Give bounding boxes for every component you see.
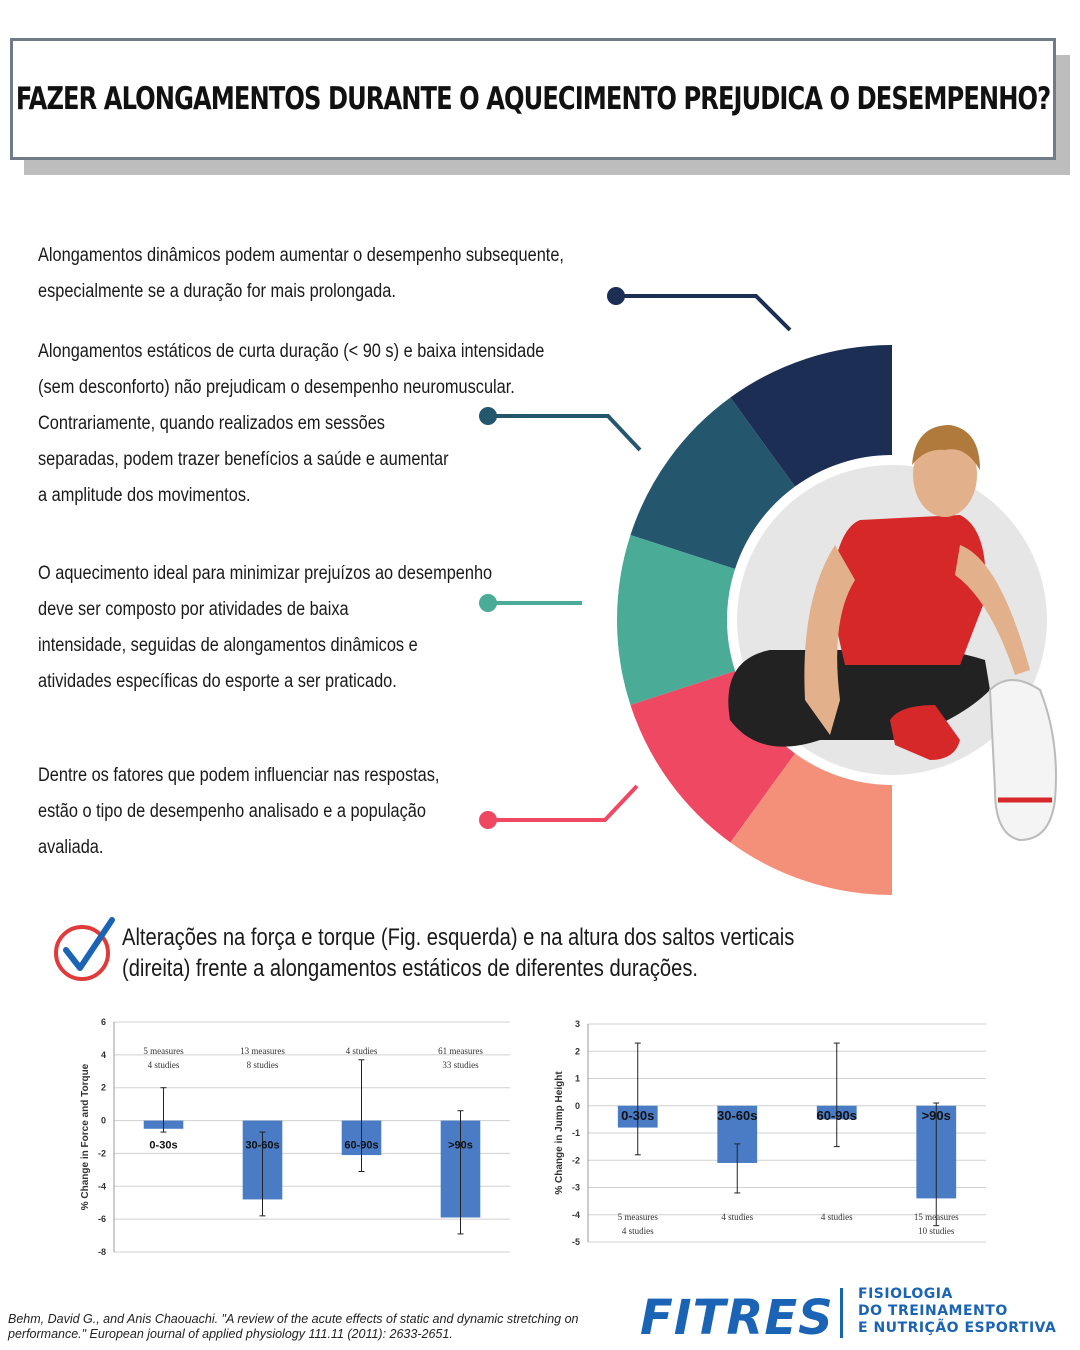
bar-annotation: 8 studies	[246, 1060, 279, 1070]
text-block-dynamic: Alongamentos dinâmicos podem aumentar o desempenho subsequente, especialmente se a duração for mais prolongada.	[38, 245, 564, 302]
category-label: 60-90s	[344, 1139, 379, 1152]
bar-annotation: 15 measures	[913, 1212, 959, 1222]
connector-dot	[479, 594, 497, 612]
force-torque-chart	[74, 1012, 524, 1264]
connector-line	[488, 416, 640, 450]
category-label: 30-60s	[245, 1139, 280, 1152]
bar-annotation: 4 studies	[345, 1046, 378, 1056]
jump-height-chart	[548, 1012, 998, 1252]
reference-citation: Behm, David G., and Anis Chaouachi. "A review of the acute effects of static and dynamic stretching on performance." European journal of applied physiology 111.11 (2011): 2633-2651.	[8, 1312, 579, 1341]
y-tick-label: 2	[574, 1046, 580, 1057]
y-tick-label: 0	[100, 1115, 106, 1126]
y-tick-label: 0	[574, 1100, 580, 1111]
bar-annotation: 33 studies	[442, 1060, 479, 1070]
category-label: >90s	[448, 1139, 473, 1152]
y-tick-label: -8	[97, 1247, 106, 1257]
text-block-factors: Dentre os fatores que podem influenciar nas respostas, estão o tipo de desempenho analisado e a população avaliada.	[38, 765, 440, 858]
bar-annotation: 10 studies	[918, 1226, 955, 1236]
y-axis-label: % Change in Force and Torque	[80, 1063, 91, 1211]
y-tick-label: -4	[571, 1209, 580, 1220]
y-tick-label: -4	[97, 1181, 106, 1192]
logo-wordmark: FITRES	[640, 1290, 834, 1346]
y-tick-label: -5	[571, 1237, 580, 1247]
bar-annotation: 4 studies	[621, 1226, 654, 1236]
y-tick-label: 6	[100, 1017, 106, 1027]
category-label: 0-30s	[149, 1139, 178, 1152]
bar-annotation: 13 measures	[240, 1046, 285, 1056]
y-axis-label: % Change in Jump Height	[554, 1071, 565, 1195]
category-label: 0-30s	[621, 1107, 655, 1123]
check-circle-icon	[56, 920, 112, 979]
connector-dot	[479, 811, 497, 829]
y-tick-label: -3	[571, 1182, 580, 1193]
y-tick-label: -6	[97, 1214, 106, 1225]
bar-annotation: 4 studies	[721, 1212, 754, 1222]
y-tick-label: 3	[574, 1019, 580, 1029]
connector-dot	[479, 407, 497, 425]
logo-subtitle: FISIOLOGIA DO TREINAMENTO E NUTRIÇÃO ESPORTIVA	[858, 1286, 1057, 1336]
category-label: 60-90s	[816, 1107, 857, 1123]
y-tick-label: 4	[100, 1049, 106, 1060]
y-tick-label: -1	[571, 1128, 580, 1138]
logo-divider	[840, 1288, 843, 1338]
y-tick-label: 2	[100, 1082, 106, 1093]
connector-dot	[607, 287, 625, 305]
category-label: >90s	[921, 1107, 951, 1123]
connector-line	[488, 786, 637, 820]
page-title: FAZER ALONGAMENTOS DURANTE O AQUECIMENTO PREJUDICA O DESEMPENHO?	[15, 81, 1051, 117]
y-tick-label: -2	[97, 1148, 106, 1159]
y-tick-label: 1	[574, 1073, 580, 1084]
bar-annotation: 4 studies	[147, 1060, 180, 1070]
y-tick-label: -2	[571, 1155, 580, 1166]
chart-caption: Alterações na força e torque (Fig. esquerda) e na altura dos saltos verticais (direita) frente a alongamentos estáticos de diferentes durações.	[122, 924, 795, 982]
text-block-static: Alongamentos estáticos de curta duração (< 90 s) e baixa intensidade (sem desconforto) não prejudicam o desempenho neuromuscular. Contrariamente, quando realizados em sessões separadas, podem trazer benefícios a saúde e aumentar a amplitude dos movimentos.	[38, 341, 545, 506]
bar-annotation: 5 measures	[617, 1212, 658, 1222]
bar-annotation: 5 measures	[143, 1046, 184, 1056]
text-block-warmup: O aquecimento ideal para minimizar prejuízos ao desempenho deve ser composto por atividades de baixa intensidade, seguidas de alongamentos dinâmicos e atividades específicas do esporte a ser praticado.	[38, 563, 493, 692]
category-label: 30-60s	[717, 1107, 758, 1123]
bar-annotation: 4 studies	[820, 1212, 853, 1222]
bar-annotation: 61 measures	[438, 1046, 483, 1056]
connector-line	[616, 296, 790, 330]
